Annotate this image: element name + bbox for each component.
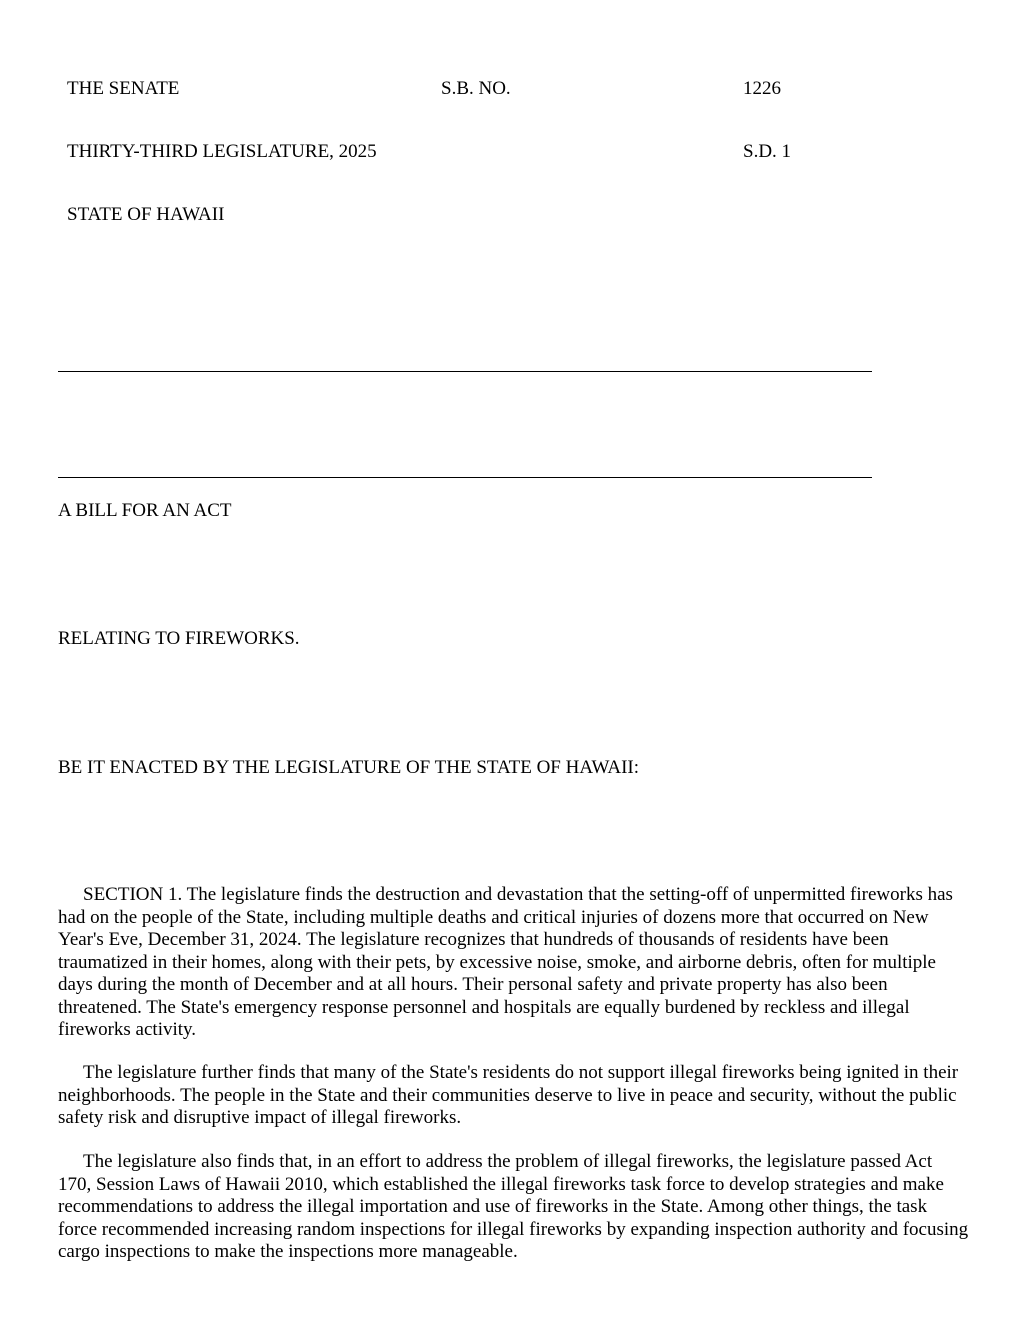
section-1-paragraph-3: The legislature also finds that, in an effort to address the problem of illegal fireworks, the legislature passed Act 170, Session Laws of Hawaii 2010, which established the illegal fireworks task force to develop strategies and make recommendations to address the illegal importation and use of fireworks in the State. Among other things, the task force recommended increasing random inspections for illegal fireworks by expanding inspection authority and focusing cargo inspections to make the inspections more manageable. <box>58 1151 969 1262</box>
chamber-label: THE SENATE <box>67 78 180 99</box>
bill-number-label: S.B. NO. <box>441 78 511 99</box>
enacting-clause: BE IT ENACTED BY THE LEGISLATURE OF THE STATE OF HAWAII: <box>58 757 640 778</box>
section-1-paragraph-1: SECTION 1. The legislature finds the destruction and devastation that the setting-off of unpermitted fireworks has had on the people of the State, including multiple deaths and critical injuries of dozens more that occurred on New Year's Eve, December 31, 2024. The legislature recognizes that hundreds of thousands of residents have been traumatized in their homes, along with their pets, by excessive noise, smoke, and airborne debris, often for multiple days during the month of December and at all hours. Their personal safety and private property has also been threatened. The State's emergency response personnel and hospitals are equally burdened by reckless and illegal fireworks activity. <box>58 884 953 1040</box>
top-divider <box>58 371 872 372</box>
bill-number: 1226 <box>743 78 781 99</box>
legislature-session: THIRTY-THIRD LEGISLATURE, 2025 <box>67 141 377 162</box>
state-name: STATE OF HAWAII <box>67 204 225 225</box>
bottom-divider <box>58 477 872 478</box>
senate-draft: S.D. 1 <box>743 141 792 162</box>
bill-subject: RELATING TO FIREWORKS. <box>58 628 300 649</box>
bill-title-line: A BILL FOR AN ACT <box>58 500 232 521</box>
section-1-paragraph-2: The legislature further finds that many of the State's residents do not support illegal fireworks being ignited in their neighborhoods. The people in the State and their communities deserve to live in peace and security, without the public safety risk and disruptive impact of illegal fireworks. <box>58 1062 959 1128</box>
